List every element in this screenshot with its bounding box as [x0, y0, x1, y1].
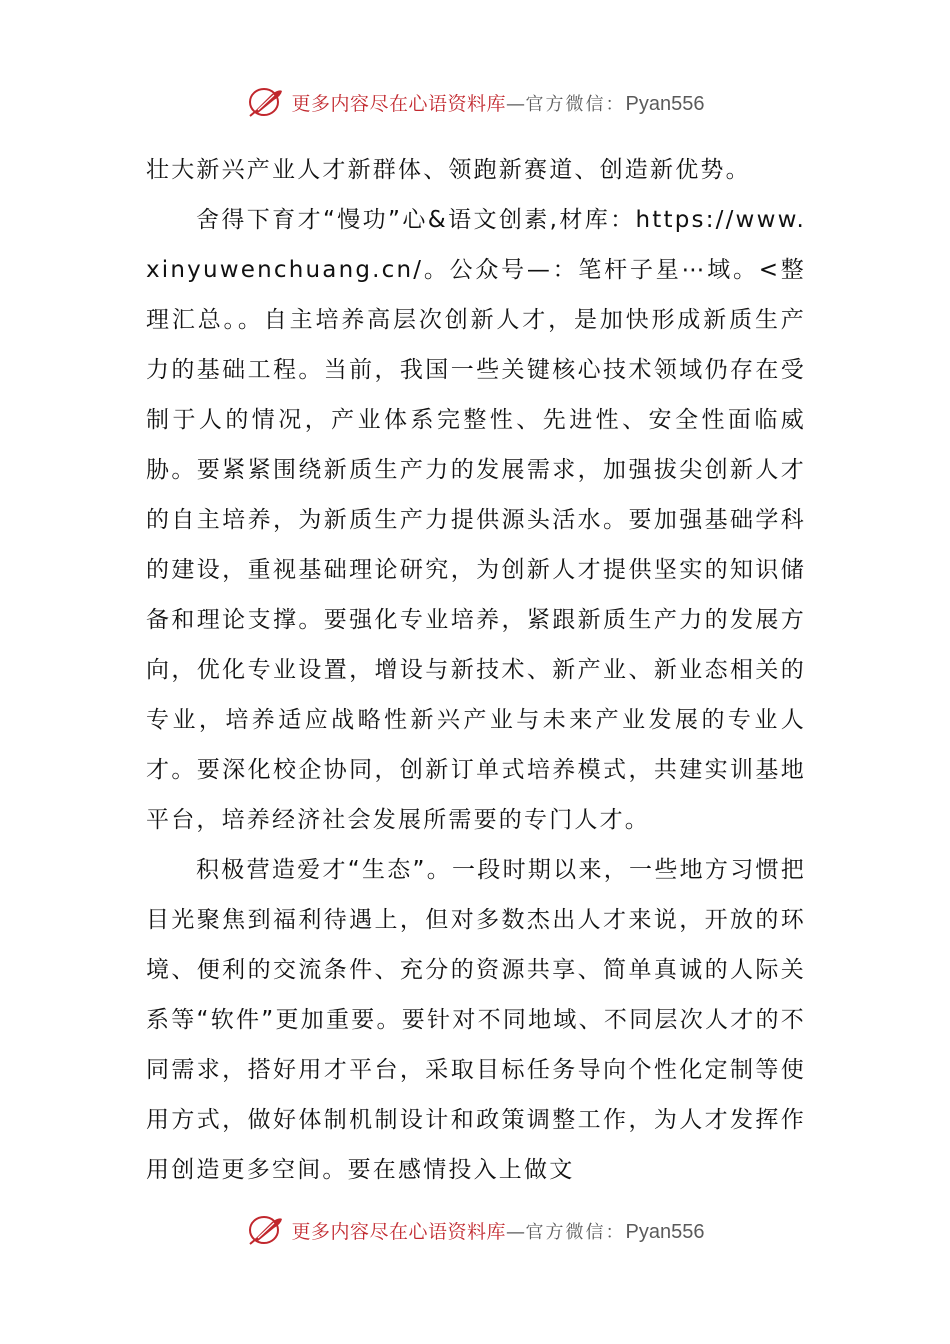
banner-main-text: 更多内容尽在心语资料库 — [291, 1220, 507, 1243]
banner-dash: — — [506, 92, 526, 115]
quill-logo-icon — [246, 85, 286, 119]
paragraph-3: 积极营造爱才“生态”。一段时期以来，一些地方习惯把目光聚焦到福利待遇上，但对多数杰出人才来说，开放的环境、便利的交流条件、充分的资源共享、简单真诚的人际关系等“软件”更加重要。要针对不同地域、不同层次人才的不同需求，搭好用才平台，采取目标任务导向个性化定制等使用方式，做好体制机制设计和政策调整工作，为人才发挥作用创造更多空间。要在感情投入上做文 — [146, 857, 806, 1183]
header-banner — [0, 82, 950, 122]
banner-wechat-id: Pyan556 — [625, 1220, 705, 1243]
banner-text — [292, 89, 705, 116]
document-body — [146, 145, 806, 1195]
banner-wechat-id: Pyan556 — [625, 92, 705, 115]
banner-wechat-label: 官方微信： — [525, 1221, 626, 1243]
quill-logo-icon — [246, 1213, 286, 1247]
banner-text — [292, 1217, 705, 1244]
paragraph-1: 壮大新兴产业人才新群体、领跑新赛道、创造新优势。 — [146, 157, 751, 183]
banner-wechat-label: 官方微信： — [525, 93, 626, 115]
banner-main-text: 更多内容尽在心语资料库 — [291, 92, 507, 115]
footer-banner — [0, 1210, 950, 1250]
paragraph-2: 舍得下育才“慢功”心&语文创素,材库：https://www.xinyuwenchuang.cn/。公众号—：笔杆子星⋯域。<整理汇总。。自主培养高层次创新人才，是加快形成新质生产力的基础工程。当前，我国一些关键核心技术领域仍存在受制于人的情况，产业体系完整性、先进性、安全性面临威胁。要紧紧围绕新质生产力的发展需求，加强拔尖创新人才的自主培养，为新质生产力提供源头活水。要加强基础学科的建设，重视基础理论研究，为创新人才提供坚实的知识储备和理论支撑。要强化专业培养，紧跟新质生产力的发展方向，优化专业设置，增设与新技术、新产业、新业态相关的专业，培养适应战略性新兴产业与未来产业发展的专业人才。要深化校企协同，创新订单式培养模式，共建实训基地平台，培养经济社会发展所需要的专门人才。 — [146, 207, 806, 833]
banner-dash: — — [506, 1220, 526, 1243]
